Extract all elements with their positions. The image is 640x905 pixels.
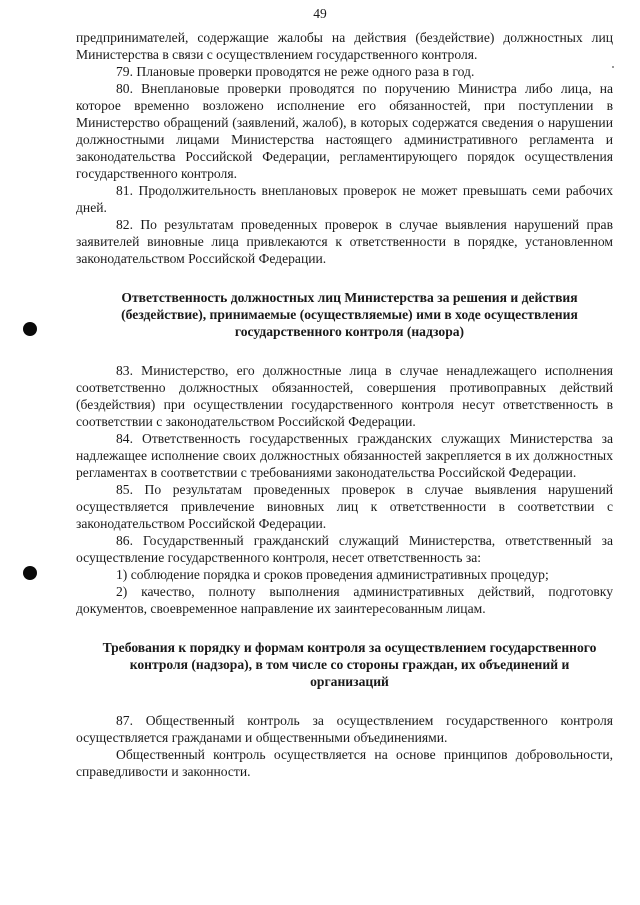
paragraph-87: 87. Общественный контроль за осуществлением государственного контроля осуществляется гражданами и общественными объединениями. — [76, 713, 613, 745]
section-heading-requirements: Требования к порядку и формам контроля за осуществлением государственного контроля (надзора), в том числе со стороны граждан, их объединений и организаций — [102, 640, 597, 689]
paragraph-86: 86. Государственный гражданский служащий Министерства, ответственный за осуществление государственного контроля, несет ответственность за: — [76, 533, 613, 565]
paragraph-80: 80. Внеплановые проверки проводятся по поручению Министра либо лица, на которое временно возложено исполнение его обязанностей, при поступлении в Министерство обращений (заявлений, жалоб), в которых содержатся сведения о нарушении должностными лицами Министерства настоящего административного регламента и законодательства Российской Федерации, регламентирующего порядок осуществления государственного контроля. — [76, 81, 613, 181]
paragraph-84: 84. Ответственность государственных гражданских служащих Министерства за надлежащее исполнение своих должностных обязанностей закрепляется в их должностных регламентах в соответствии с требованиями законодательства Российской Федерации. — [76, 431, 613, 480]
list-item-1: 1) соблюдение порядка и сроков проведения административных процедур; — [116, 567, 549, 582]
section-heading-responsibility: Ответственность должностных лиц Министерства за решения и действия (бездействие), принимаемые (осуществляемые) ими в ходе осуществления государственного контроля (надзора) — [121, 290, 578, 339]
paragraph-79: 79. Плановые проверки проводятся не реже одного раза в год. — [116, 64, 475, 79]
document-body — [76, 29, 613, 780]
punch-hole-mark-bottom — [23, 566, 37, 580]
list-item-2: 2) качество, полноту выполнения административных действий, подготовку документов, своевременное направление их заинтересованным лицам. — [76, 584, 613, 616]
paragraph-public-control: Общественный контроль осуществляется на основе принципов добровольности, справедливости и законности. — [76, 747, 613, 779]
paragraph-85: 85. По результатам проведенных проверок в случае выявления нарушений осуществляется привлечение виновных лиц к ответственности в соответствии с законодательством Российской Федерации. — [76, 482, 613, 531]
paragraph-81: 81. Продолжительность внеплановых проверок не может превышать семи рабочих дней. — [76, 183, 613, 215]
paragraph-82: 82. По результатам проведенных проверок в случае выявления нарушений прав заявителей виновные лица привлекаются к ответственности в порядке, установленном законодательством Российской Федерации. — [76, 217, 613, 266]
paragraph-83: 83. Министерство, его должностные лица в случае ненадлежащего исполнения соответственно должностных обязанностей, совершения противоправных действий (бездействия) при осуществлении государственного контроля несут ответственность в соответствии с законодательством Российской Федерации. — [76, 363, 613, 429]
paragraph-continuation: предпринимателей, содержащие жалобы на действия (бездействие) должностных лиц Министерства в связи с осуществлением государственного контроля. — [76, 30, 613, 62]
punch-hole-mark-top — [23, 322, 37, 336]
page-number: 49 — [313, 6, 327, 21]
